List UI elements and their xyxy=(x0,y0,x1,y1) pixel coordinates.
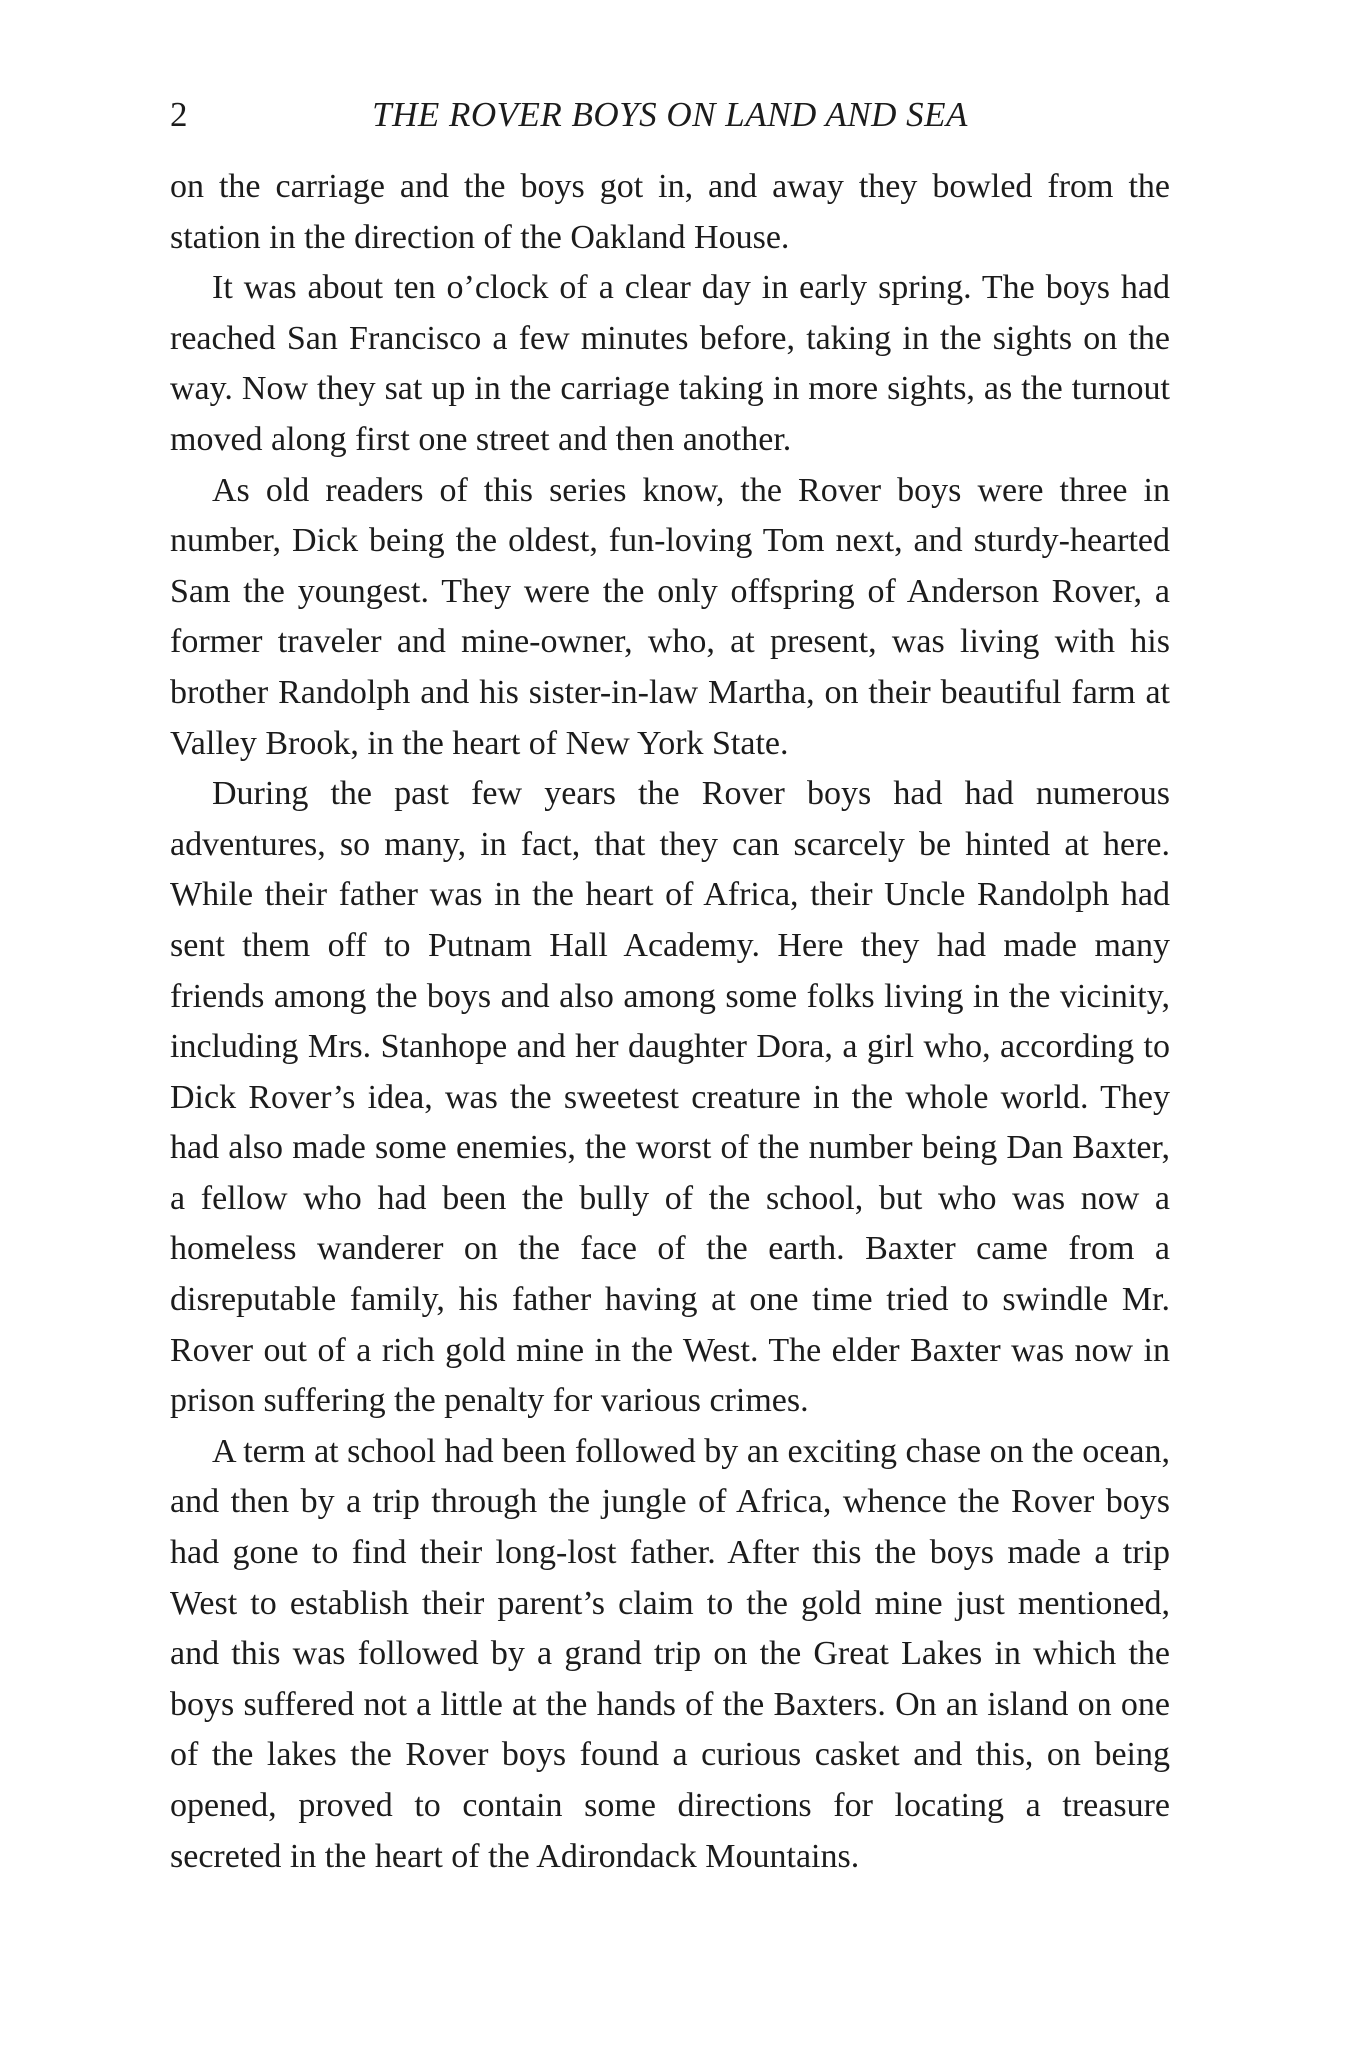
paragraph: As old readers of this series know, the Rover boys were three in number, Dick being the oldest, fun-loving Tom next, and sturdy-hearted Sam the youngest. They were the only offspring of Anderson Rover, a former traveler and mine-owner, who, at present, was living with his brother Randolph and his sister-in-law Martha, on their beautiful farm at Valley Brook, in the heart of New York State. xyxy=(170,471,1170,762)
page-number: 2 xyxy=(170,95,188,134)
paragraph-continuation: on the carriage and the boys got in, and away they bowled from the station in the direction of the Oakland House. xyxy=(170,168,1170,256)
body-text xyxy=(170,162,1170,1882)
paragraph: It was about ten o’clock of a clear day in early spring. The boys had reached San Francisco a few minutes before, taking in the sights on the way. Now they sat up in the carriage taking in more sights, as the turnout moved along first one street and then another. xyxy=(170,269,1170,458)
running-head xyxy=(170,90,1170,140)
paragraph: During the past few years the Rover boys had had numerous adventures, so many, in fact, that they can scarcely be hinted at here. While their father was in the heart of Africa, their Uncle Randolph had sent them off to Putnam Hall Academy. Here they had made many friends among the boys and also among some folks living in the vicinity, including Mrs. Stanhope and her daughter Dora, a girl who, according to Dick Rover’s idea, was the sweetest creature in the whole world. They had also made some enemies, the worst of the number being Dan Baxter, a fellow who had been the bully of the school, but who was now a homeless wanderer on the face of the earth. Baxter came from a disreputable family, his father having at one time tried to swindle Mr. Rover out of a rich gold mine in the West. The elder Baxter was now in prison suffering the penalty for various crimes. xyxy=(170,775,1170,1420)
paragraph: A term at school had been followed by an exciting chase on the ocean, and then by a trip through the jungle of Africa, whence the Rover boys had gone to find their long-lost father. After this the boys made a trip West to establish their parent’s claim to the gold mine just mentioned, and this was followed by a grand trip on the Great Lakes in which the boys suffered not a little at the hands of the Baxters. On an island on one of the lakes the Rover boys found a curious casket and this, on being opened, proved to contain some directions for locating a treasure secreted in the heart of the Adirondack Mountains. xyxy=(170,1432,1170,1875)
book-title: THE ROVER BOYS ON LAND AND SEA xyxy=(372,95,968,134)
